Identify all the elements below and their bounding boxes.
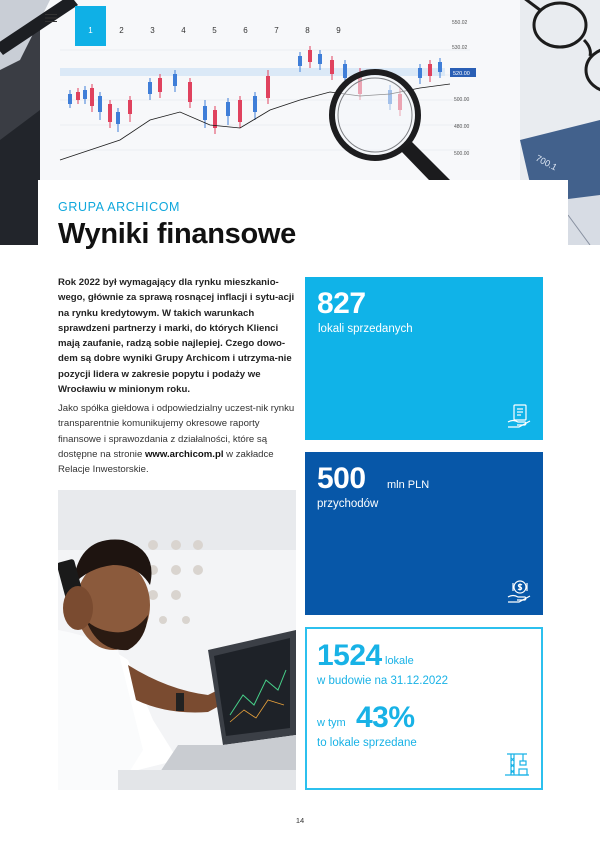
stat-value: 1524 <box>317 639 382 672</box>
page-number: 14 <box>295 816 305 825</box>
price-tag: 520.00 <box>453 71 470 77</box>
stat-tile-sold-units <box>305 277 543 440</box>
stat-unit: mln PLN <box>387 479 430 491</box>
nav-page-5[interactable]: 5 <box>212 25 217 35</box>
stat-value: 827 <box>317 287 366 320</box>
stat-unit: lokale <box>385 655 414 667</box>
nav-page-8[interactable]: 8 <box>305 25 310 35</box>
stat-percent: 43% <box>356 701 415 734</box>
section-kicker: GRUPA ARCHICOM <box>58 200 181 214</box>
nav-page-7[interactable]: 7 <box>274 25 279 35</box>
document-hand-icon <box>505 402 533 430</box>
money-hand-icon <box>505 577 533 605</box>
crane-icon <box>503 750 531 778</box>
body-paragraph <box>58 401 296 477</box>
hamburger-icon <box>45 14 57 22</box>
axis-label: 550.02 <box>452 20 468 26</box>
stat-caption: lokali sprzedanych <box>318 323 413 335</box>
nav-page-9[interactable]: 9 <box>336 25 341 35</box>
nav-page-1[interactable]: 1 <box>75 6 106 46</box>
nav-page-4[interactable]: 4 <box>181 25 186 35</box>
photo-illustration <box>58 490 296 790</box>
stat-prefix: w tym <box>317 717 346 729</box>
axis-label: 530.02 <box>452 45 468 51</box>
paragraph-text-end: w zakładce Relacje Inwestorskie. <box>58 448 274 476</box>
menu-button[interactable] <box>45 14 75 46</box>
stat-tile-under-construction <box>305 627 543 790</box>
stat-caption: przychodów <box>317 498 379 510</box>
page-title: Wyniki finansowe <box>58 218 296 250</box>
stat-caption: w budowie na 31.12.2022 <box>317 675 449 687</box>
axis-label: 500.00 <box>454 151 470 157</box>
man-on-phone-photo <box>58 490 296 790</box>
axis-label: 480.00 <box>454 124 470 130</box>
website-link[interactable]: www.archicom.pl <box>144 448 224 460</box>
nav-page-2[interactable]: 2 <box>119 25 124 35</box>
stat-value: 500 <box>317 462 366 495</box>
title-block <box>38 180 568 250</box>
lead-paragraph: Rok 2022 był wymagający dla rynku mieszkanio-wego, głównie za sprawą rosnącej inflacji i sytu-acji na rynku kredytowym. W takich warunkach sprawdzeni partnerzy i marki, do których Klienci mają zaufanie, radzą sobie najlepiej. Czego dowo-dem są dobre wyniki Grupy Archicom i utrzyma-nie pozycji lidera w zakresie popytu i podaży we Wrocławiu w minionym roku. <box>58 277 295 396</box>
page-navigation <box>45 14 354 46</box>
nav-page-3[interactable]: 3 <box>150 25 155 35</box>
stat-tile-revenue <box>305 452 543 615</box>
card-text: 700.1 <box>534 152 559 173</box>
paragraph-text: Jako spółka giełdowa i odpowiedzialny uczest-nik rynku transparentnie komunikujemy okresowe raporty finansowe i sprawozdania z działalności, które są dostępne na stronie <box>58 403 295 460</box>
axis-label: 500.00 <box>454 97 470 103</box>
stat-caption-secondary: to lokale sprzedane <box>317 737 417 749</box>
nav-page-6[interactable]: 6 <box>243 25 248 35</box>
